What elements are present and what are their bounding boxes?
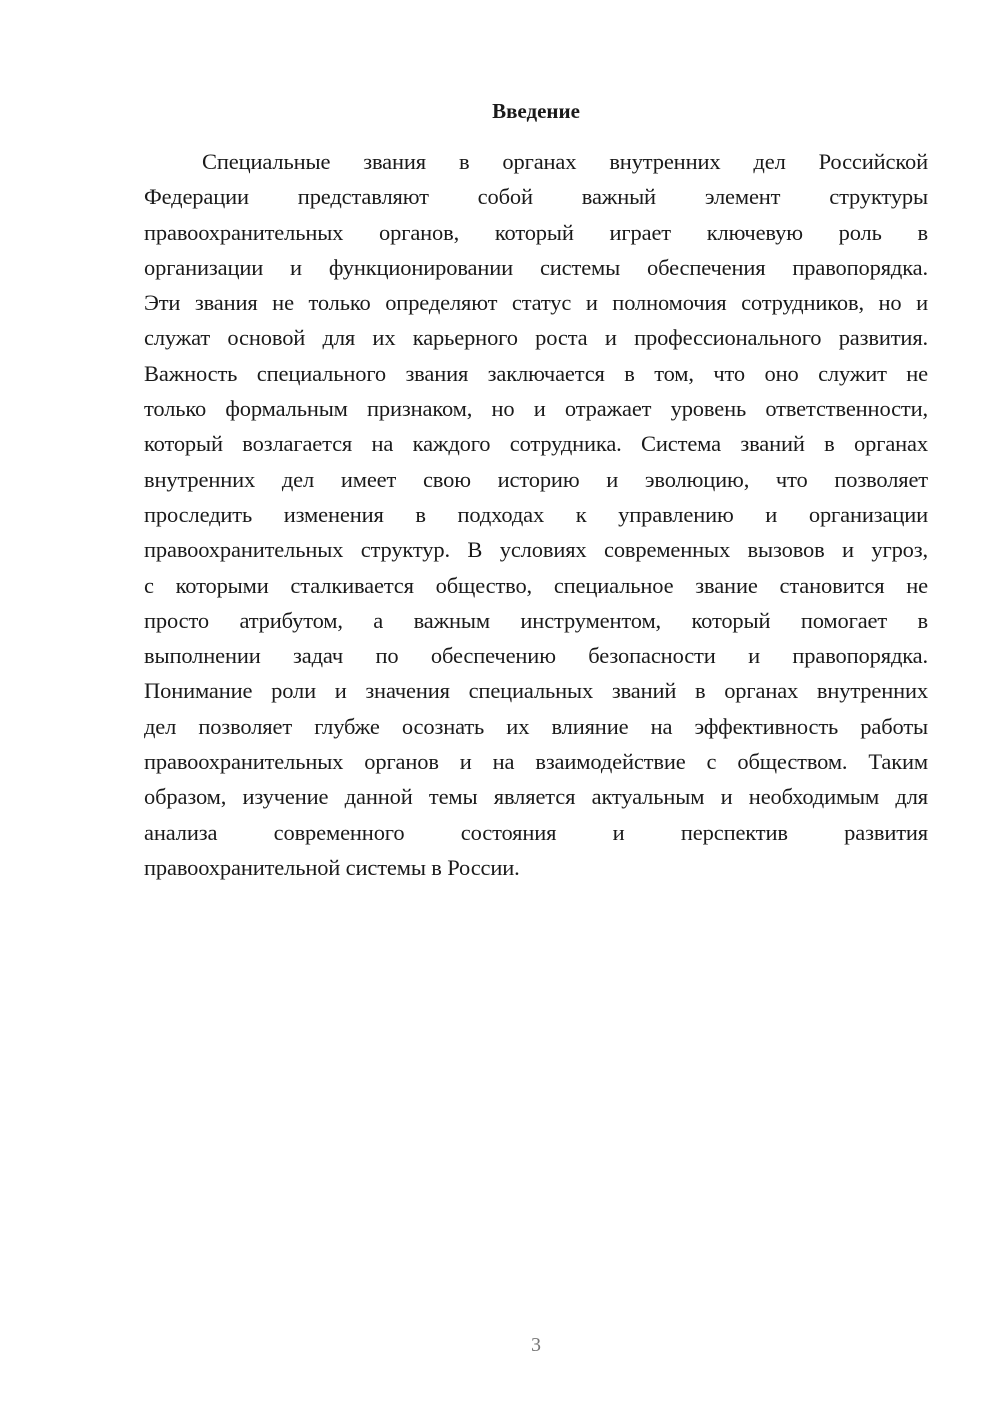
paragraph-line: дел позволяет глубже осознать их влияние на эффективность работы xyxy=(144,713,928,739)
paragraph-line: правоохранительной системы в России. xyxy=(144,854,520,880)
introduction-paragraph xyxy=(144,144,928,885)
paragraph-line: внутренних дел имеет свою историю и эволюцию, что позволяет xyxy=(144,466,928,492)
paragraph-line: Федерации представляют собой важный элемент структуры xyxy=(144,184,928,210)
paragraph-line: с которыми сталкивается общество, специальное звание становится не xyxy=(144,572,928,598)
section-heading: Введение xyxy=(492,99,580,123)
paragraph-line: Понимание роли и значения специальных званий в органах внутренних xyxy=(144,678,928,704)
paragraph-line: Важность специального звания заключается в том, что оно служит не xyxy=(144,360,928,386)
paragraph-line: правоохранительных органов и на взаимодействие с обществом. Таким xyxy=(144,749,928,775)
paragraph-line: служат основой для их карьерного роста и профессионального развития. xyxy=(144,325,928,351)
paragraph-line: правоохранительных структур. В условиях современных вызовов и угроз, xyxy=(144,537,928,563)
paragraph-line: только формальным признаком, но и отражает уровень ответственности, xyxy=(144,396,928,422)
paragraph-line: образом, изучение данной темы является актуальным и необходимым для xyxy=(144,784,928,810)
paragraph-line: просто атрибутом, а важным инструментом, который помогает в xyxy=(144,607,928,633)
paragraph-line: Специальные звания в органах внутренних дел Российской xyxy=(202,149,928,174)
paragraph-line: выполнении задач по обеспечению безопасности и правопорядка. xyxy=(144,643,928,669)
page-number: 3 xyxy=(531,1334,541,1356)
paragraph-line: который возлагается на каждого сотрудника. Система званий в органах xyxy=(144,431,928,457)
paragraph-line: проследить изменения в подходах к управлению и организации xyxy=(144,501,928,527)
paragraph-line: организации и функционировании системы обеспечения правопорядка. xyxy=(144,254,928,280)
paragraph-line: правоохранительных органов, который играет ключевую роль в xyxy=(144,219,928,245)
paragraph-line: анализа современного состояния и перспектив развития xyxy=(144,819,928,845)
paragraph-line: Эти звания не только определяют статус и полномочия сотрудников, но и xyxy=(144,290,928,316)
